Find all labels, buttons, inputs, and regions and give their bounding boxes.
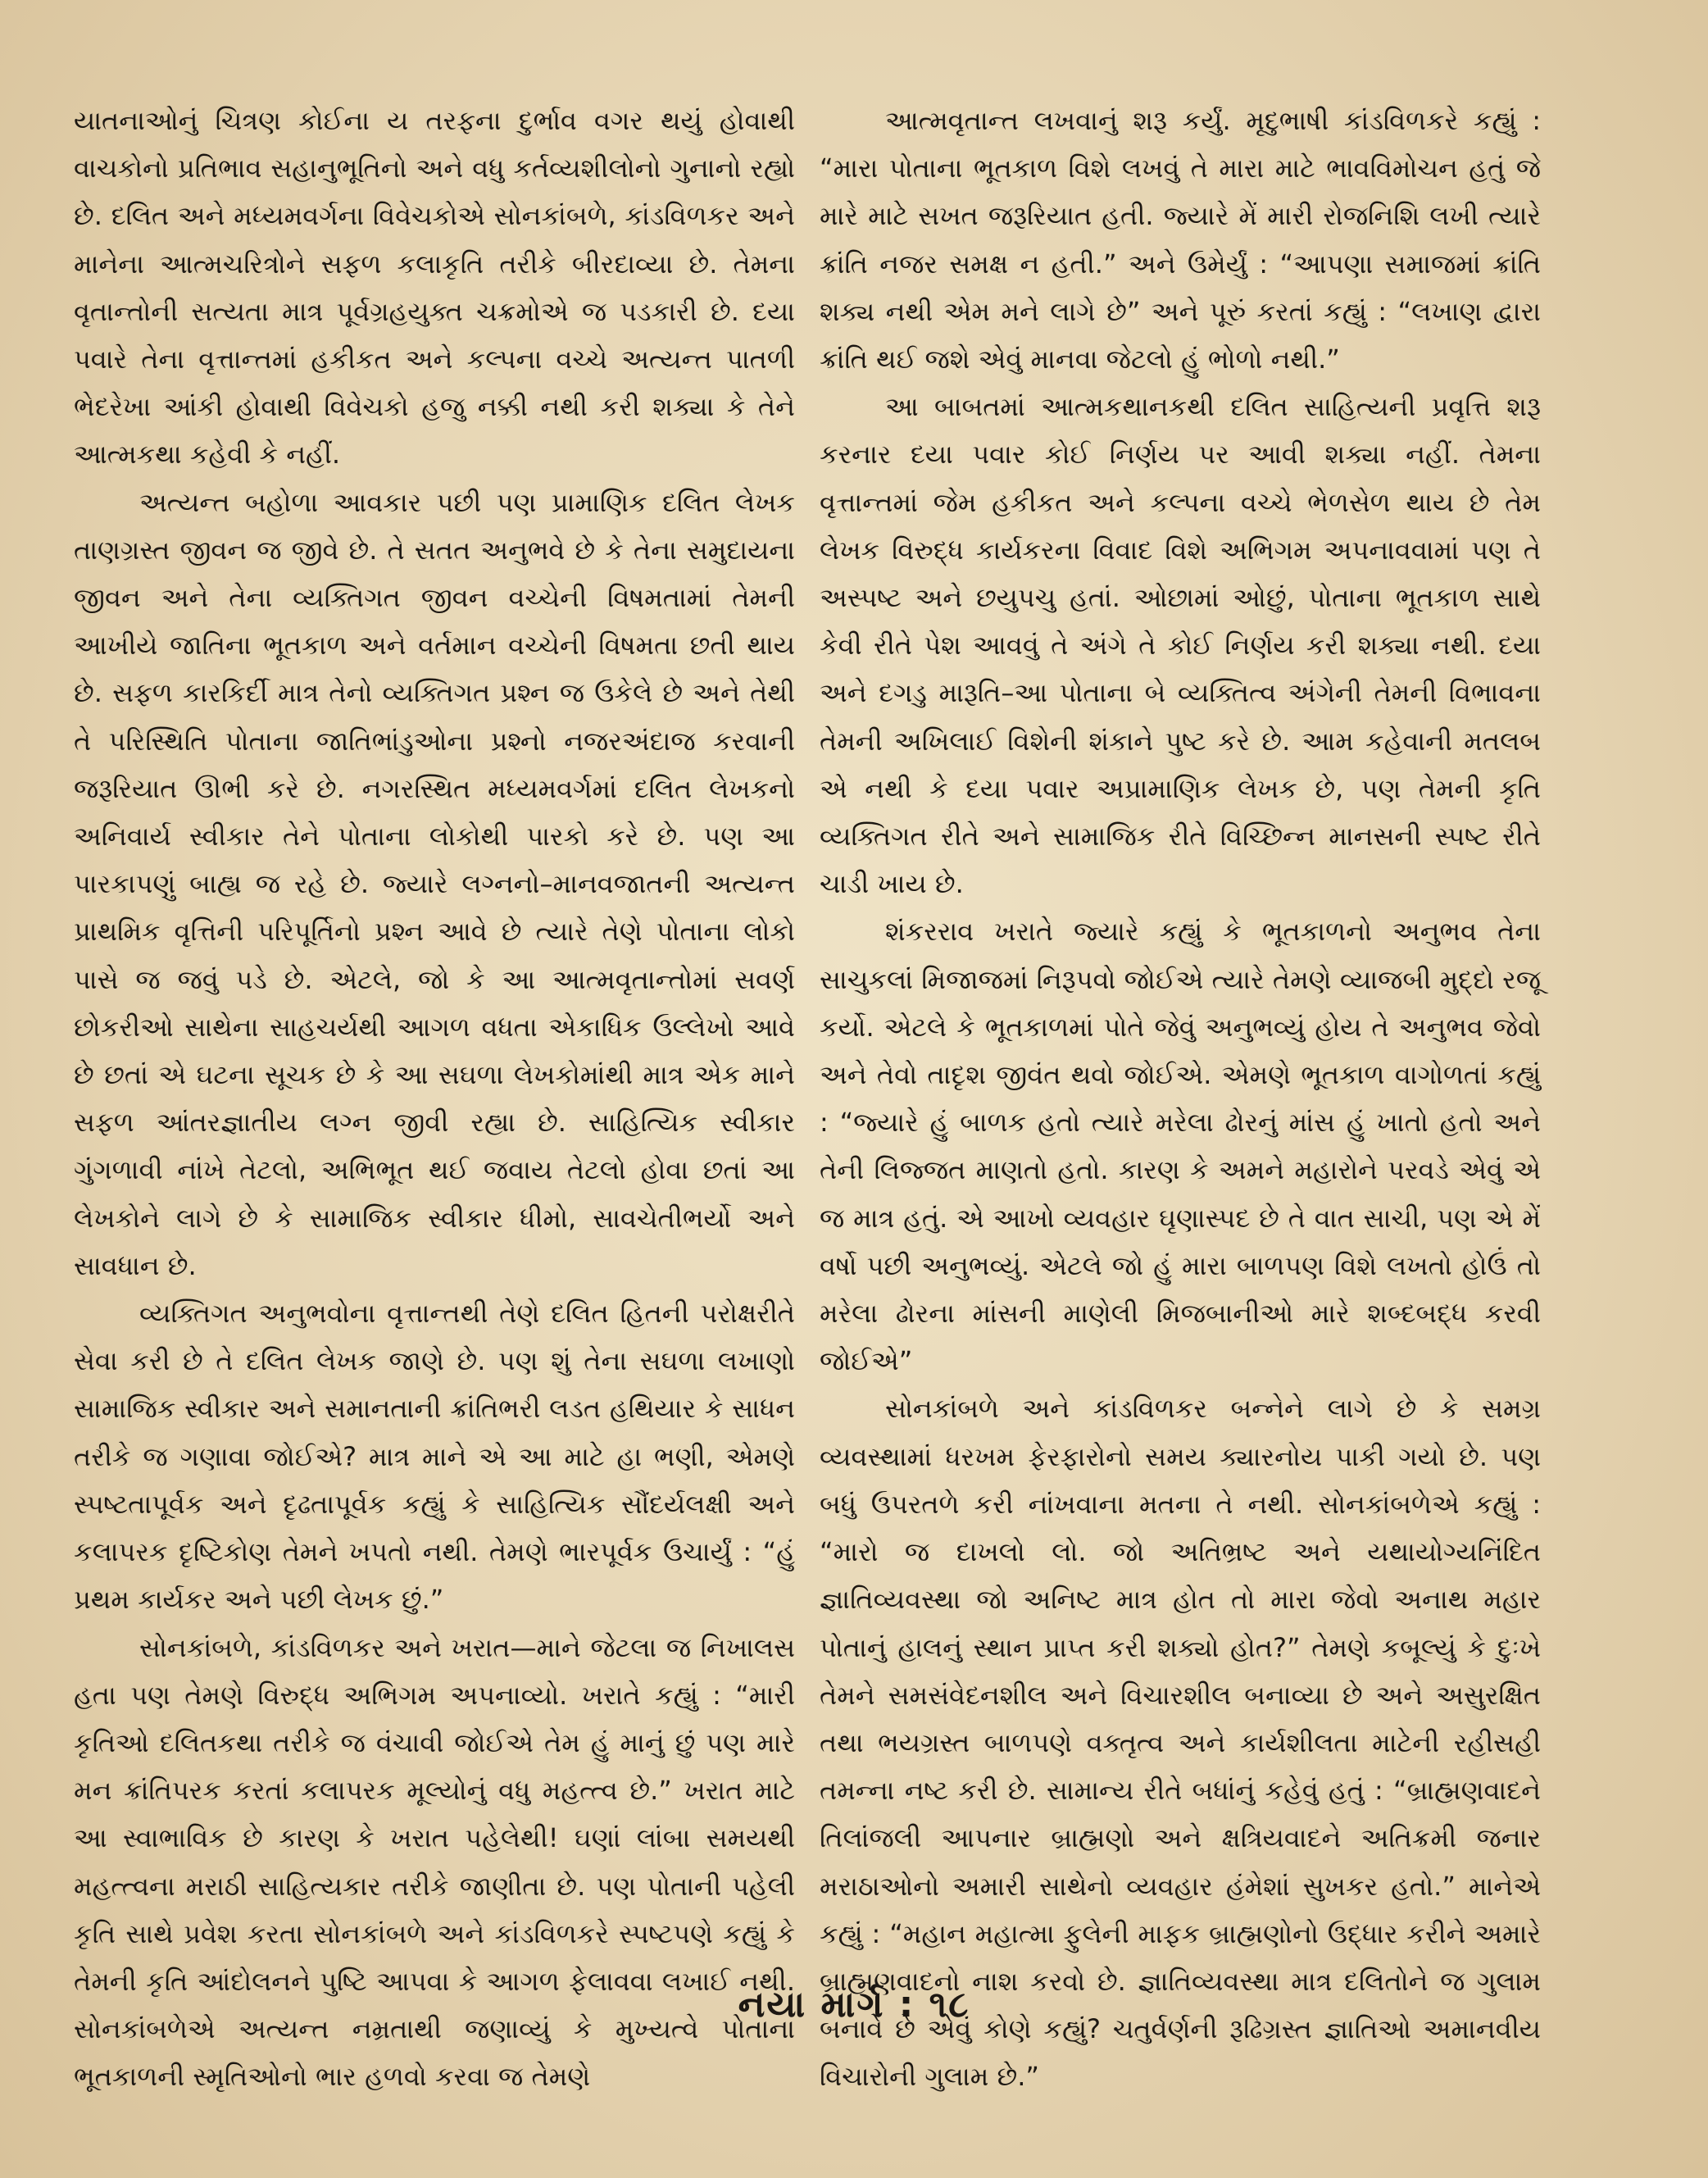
paragraph: આત્મવૃતાન્ત લખવાનું શરૂ કર્યું. મૃદુભાષી કાંડવિળકરે કહ્યું : “મારા પોતાના ભૂતકાળ વિશે લખવું તે મારા માટે ભાવવિમોચન હતું જે મારે માટે સખત જરૂરિયાત હતી. જ્યારે મેં મારી રોજનિશિ લખી ત્યારે ક્રાંતિ નજર સમક્ષ ન હતી.” અને ઉમેર્યું : “આપણા સમાજમાં ક્રાંતિ શક્ય નથી એમ મને લાગે છે” અને પૂરું કરતાં કહ્યું : “લખાણ દ્વારા ક્રાંતિ થઈ જશે એવું માનવા જેટલો હું ભોળો નથી.” bbox=[820, 105, 1541, 375]
paragraph: સોનકાંબળે અને કાંડવિળકર બન્નેને લાગે છે કે સમગ્ર વ્યવસ્થામાં ધરખમ ફેરફારોનો સમય ક્યારનોય પાકી ગયો છે. પણ બધું ઉપરતળે કરી નાંખવાના મતના તે નથી. સોનકાંબળેએ કહ્યું : “મારો જ દાખલો લો. જો અતિભ્રષ્ટ અને યથાયોગ્યનિંદિત જ્ઞાતિવ્યવસ્થા જો અનિષ્ટ માત્ર હોત તો મારા જેવો અનાથ મહાર પોતાનું હાલનું સ્થાન પ્રાપ્ત કરી શક્યો હોત?” તેમણે કબૂલ્યું કે દુઃખે તેમને સમસંવેદનશીલ અને વિચારશીલ બનાવ્યા છે અને અસુરક્ષિત તથા ભયગ્રસ્ત બાળપણે વક્તૃત્વ અને કાર્યશીલતા માટેની રહીસહી તમન્ના નષ્ટ કરી છે. સામાન્ય રીતે બધાંનું કહેવું હતું : “બ્રાહ્મણવાદને તિલાંજલી આપનાર બ્રાહ્મણો અને ક્ષત્રિયવાદને અતિક્રમી જનાર મરાઠાઓનો અમારી સાથેનો વ્યવહાર હંમેશાં સુખકર હતો.” માનેએ કહ્યું : “મહાન મહાત્મા ફુલેની માફક બ્રાહ્મણોનો ઉદ્ધાર કરીને અમારે બ્રાહ્મણવાદનો નાશ કરવો છે. જ્ઞાતિવ્યવસ્થા માત્ર દલિતોને જ ગુલામ બનાવે છે એવું કોણે કહ્યું? ચતુર્વર્ણની રૂઢિગ્રસ્ત જ્ઞાતિઓ અમાનવીય વિચારોની ગુલામ છે.” bbox=[820, 1393, 1541, 2093]
paragraph: યાતનાઓનું ચિત્રણ કોઈના ય તરફના દુર્ભાવ વગર થયું હોવાથી વાચકોનો પ્રતિભાવ સહાનુભૂતિનો અને વધુ કર્તવ્યશીલોનો ગુનાનો રહ્યો છે. દલિત અને મધ્યમવર્ગના વિવેચકોએ સોનકાંબળે, કાંડવિળકર અને માનેના આત્મચરિત્રોને સફળ કલાકૃતિ તરીકે બીરદાવ્યા છે. તેમના વૃતાન્તોની સત્યતા માત્ર પૂર્વગ્રહયુક્ત ચક્રમોએ જ પડકારી છે. દયા પવારે તેના વૃત્તાન્તમાં હકીકત અને કલ્પના વચ્ચે અત્યન્ત પાતળી ભેદરેખા આંકી હોવાથી વિવેચકો હજુ નક્કી નથી કરી શક્યા કે તેને આત્મકથા કહેવી કે નહીં. bbox=[74, 105, 795, 471]
paragraph: શંકરરાવ ખરાતે જ્યારે કહ્યું કે ભૂતકાળનો અનુભવ તેના સાચુકલાં મિજાજમાં નિરૂપવો જોઈએ ત્યારે તેમણે વ્યાજબી મુદ્દો રજૂ કર્યો. એટલે કે ભૂતકાળમાં પોતે જેવું અનુભવ્યું હોય તે અનુભવ જેવો અને તેવો તાદૃશ જીવંત થવો જોઈએ. એમણે ભૂતકાળ વાગોળતાં કહ્યું : “જ્યારે હું બાળક હતો ત્યારે મરેલા ઢોરનું માંસ હું ખાતો હતો અને તેની લિજ્જત માણતો હતો. કારણ કે અમને મહારોને પરવડે એવું એ જ માત્ર હતું. એ આખો વ્યવહાર ઘૃણાસ્પદ છે તે વાત સાચી, પણ એ મેં વર્ષો પછી અનુભવ્યું. એટલે જો હું મારા બાળપણ વિશે લખતો હોઉં તો મરેલા ઢોરના માંસની માણેલી મિજબાનીઓ મારે શબ્દબદ્ધ કરવી જોઈએ” bbox=[820, 916, 1541, 1377]
paragraph: સોનકાંબળે, કાંડવિળકર અને ખરાત—માને જેટલા જ નિખાલસ હતા પણ તેમણે વિરુદ્ધ અભિગમ અપનાવ્યો. ખરાતે કહ્યું : “મારી કૃતિઓ દલિતકથા તરીકે જ વંચાવી જોઈએ તેમ હું માનું છું પણ મારે મન ક્રાંતિપરક કરતાં કલાપરક મૂલ્યોનું વધુ મહત્ત્વ છે.” ખરાત માટે આ સ્વાભાવિક છે કારણ કે ખરાત પહેલેથી! ઘણાં લાંબા સમયથી મહત્ત્વના મરાઠી સાહિત્યકાર તરીકે જાણીતા છે. પણ પોતાની પહેલી કૃતિ સાથે પ્રવેશ કરતા સોનકાંબળે અને કાંડવિળકરે સ્પષ્ટપણે કહ્યું કે તેમની કૃતિ આંદોલનને પુષ્ટિ આપવા કે આગળ ફેલાવવા લખાઈ નથી. સોનકાંબળેએ અત્યન્ત નમ્રતાથી જણાવ્યું કે મુખ્યત્વે પોતાના ભૂતકાળની સ્મૃતિઓનો ભાર હળવો કરવા જ તેમણે bbox=[74, 1631, 795, 2093]
paragraph: અત્યન્ત બહોળા આવકાર પછી પણ પ્રામાણિક દલિત લેખક તાણગ્રસ્ત જીવન જ જીવે છે. તે સતત અનુભવે છે કે તેના સમુદાયના જીવન અને તેના વ્યક્તિગત જીવન વચ્ચેની વિષમતામાં તેમની આખીયે જાતિના ભૂતકાળ અને વર્તમાન વચ્ચેની વિષમતા છતી થાય છે. સફળ કારકિર્દી માત્ર તેનો વ્યક્તિગત પ્રશ્ન જ ઉકેલે છે અને તેથી તે પરિસ્થિતિ પોતાના જાતિભાંડુઓના પ્રશ્નો નજરઅંદાજ કરવાની જરૂરિયાત ઊભી કરે છે. નગરસ્થિત મધ્યમવર્ગમાં દલિત લેખકનો અનિવાર્ય સ્વીકાર તેને પોતાના લોકોથી પારકો કરે છે. પણ આ પારકાપણું બાહ્ય જ રહે છે. જ્યારે લગ્નનો–માનવજાતની અત્યન્ત પ્રાથમિક વૃત્તિની પરિપૂર્તિનો પ્રશ્ન આવે છે ત્યારે તેણે પોતાના લોકો પાસે જ જવું પડે છે. એટલે, જો કે આ આત્મવૃતાન્તોમાં સવર્ણ છોકરીઓ સાથેના સાહચર્યથી આગળ વધતા એકાધિક ઉલ્લેખો આવે છે છતાં એ ઘટના સૂચક છે કે આ સઘળા લેખકોમાંથી માત્ર એક માને સફળ આંતરજ્ઞાતીય લગ્ન જીવી રહ્યા છે. સાહિત્યિક સ્વીકાર ગુંગળાવી નાંખે તેટલો, અભિભૂત થઈ જવાય તેટલો હોવા છતાં આ લેખકોને લાગે છે કે સામાજિક સ્વીકાર ધીમો, સાવચેતીભર્યો અને સાવધાન છે. bbox=[74, 486, 795, 1281]
page-footer: નયા માર્ગ : ૧૮ bbox=[738, 1984, 970, 2026]
paragraph: આ બાબતમાં આત્મકથાનકથી દલિત સાહિત્યની પ્રવૃત્તિ શરૂ કરનાર દયા પવાર કોઈ નિર્ણય પર આવી શક્યા નહીં. તેમના વૃત્તાન્તમાં જેમ હકીકત અને કલ્પના વચ્ચે ભેળસેળ થાય છે તેમ લેખક વિરુદ્ધ કાર્યકરના વિવાદ વિશે અભિગમ અપનાવવામાં પણ તે અસ્પષ્ટ અને છયુપચુ હતાં. ઓછામાં ઓછું, પોતાના ભૂતકાળ સાથે કેવી રીતે પેશ આવવું તે અંગે તે કોઈ નિર્ણય કરી શક્યા નથી. દયા અને દગડુ મારૂતિ–આ પોતાના બે વ્યક્તિત્વ અંગેની તેમની વિભાવના તેમની અખિલાઈ વિશેની શંકાને પુષ્ટ કરે છે. આમ કહેવાની મતલબ એ નથી કે દયા પવાર અપ્રામાણિક લેખક છે, પણ તેમની કૃતિ વ્યક્તિગત રીતે અને સામાજિક રીતે વિચ્છિન્ન માનસની સ્પષ્ટ રીતે ચાડી ખાય છે. bbox=[820, 391, 1541, 900]
right-column bbox=[820, 97, 1541, 2101]
paragraph: વ્યક્તિગત અનુભવોના વૃત્તાન્તથી તેણે દલિત હિતની પરોક્ષરીતે સેવા કરી છે તે દલિત લેખક જાણે છે. પણ શું તેના સઘળા લખાણો સામાજિક સ્વીકાર અને સમાનતાની ક્રાંતિભરી લડત હથિયાર કે સાધન તરીકે જ ગણાવા જોઈએ? માત્ર માને એ આ માટે હા ભણી, એમણે સ્પષ્ટતાપૂર્વક અને દૃઢતાપૂર્વક કહ્યું કે સાહિત્યિક સૌંદર્યલક્ષી અને કલાપરક દૃષ્ટિકોણ તેમને ખપતો નથી. તેમણે ભારપૂર્વક ઉચાર્યું : “હું પ્રથમ કાર્યકર અને પછી લેખક છું.” bbox=[74, 1298, 795, 1616]
left-column bbox=[74, 97, 795, 2101]
